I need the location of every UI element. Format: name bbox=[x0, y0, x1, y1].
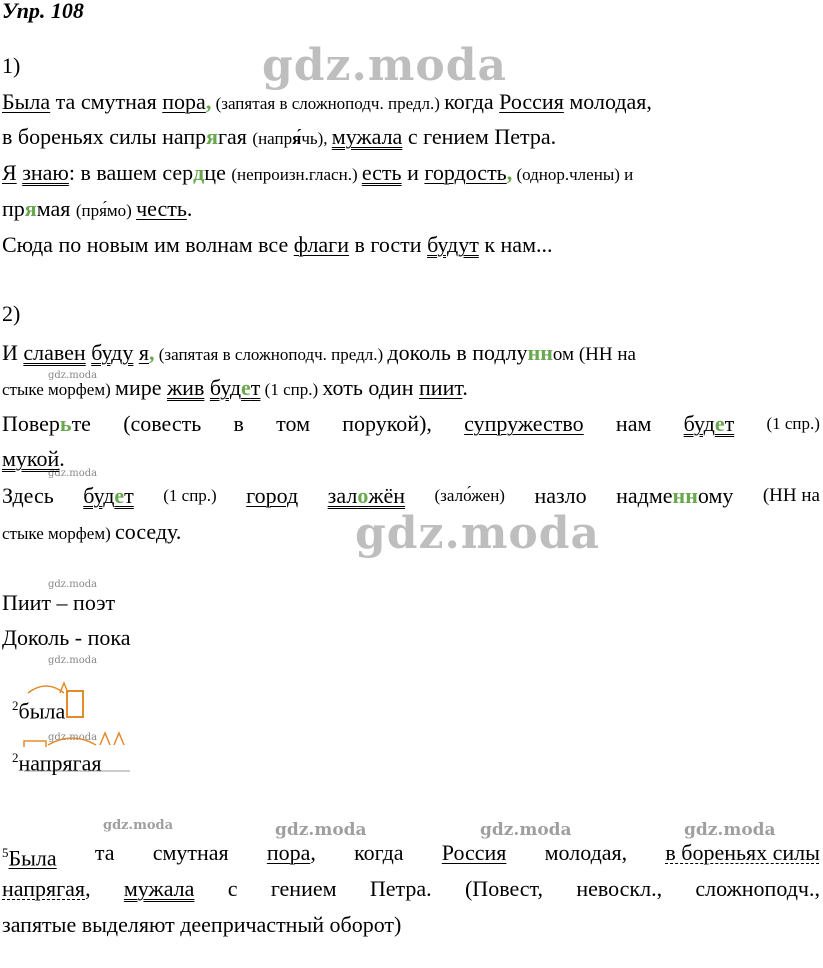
watermark: gdz.moda bbox=[48, 370, 98, 381]
text: доколь в подлу bbox=[387, 340, 528, 365]
word: Поверьте bbox=[2, 411, 91, 436]
letter-highlight: нн bbox=[527, 340, 553, 365]
word: нам bbox=[615, 411, 652, 436]
subject: флаги bbox=[293, 232, 349, 257]
subject: пора bbox=[266, 840, 311, 865]
watermark: gdz.moda bbox=[355, 508, 601, 559]
text: мире bbox=[115, 375, 167, 400]
word: когда bbox=[354, 840, 404, 865]
part2-line5 bbox=[2, 483, 820, 509]
letter-highlight: д bbox=[193, 160, 205, 185]
watermark: gdz.moda bbox=[684, 820, 776, 840]
superscript: 5 bbox=[2, 845, 9, 860]
part1-line2 bbox=[2, 124, 556, 152]
predicate: заложён bbox=[327, 483, 406, 508]
watermark: gdz.moda bbox=[48, 468, 98, 479]
watermark: gdz.moda bbox=[275, 820, 367, 840]
note: (1 спр.) bbox=[260, 380, 323, 399]
letter-highlight: я bbox=[24, 196, 37, 221]
analysis-line1: $^5$Была та смутная пора, когда Россия молодая, в бореньях силы bbox=[2, 840, 820, 871]
letter-highlight: о bbox=[357, 483, 369, 508]
word: надменному bbox=[616, 483, 734, 508]
comma-highlight: , bbox=[506, 160, 513, 185]
text: с гением Петра. bbox=[402, 124, 557, 149]
note: (однор.члены) и bbox=[512, 165, 634, 184]
note: (зало́жен) bbox=[434, 486, 505, 505]
subject: честь bbox=[136, 196, 187, 221]
text: в гости bbox=[348, 232, 428, 257]
text: молодая, bbox=[563, 89, 652, 114]
morph-word-1 bbox=[12, 693, 65, 724]
text: . bbox=[59, 446, 65, 471]
word: (Повест, bbox=[464, 876, 543, 901]
text: и bbox=[401, 160, 425, 185]
watermark: gdz.moda bbox=[103, 818, 174, 833]
part1-label: 1) bbox=[2, 53, 21, 78]
note: (запятая в сложноподч. предл.) bbox=[211, 94, 445, 113]
note: (пря́мо) bbox=[75, 201, 137, 220]
comma-highlight: , bbox=[149, 340, 155, 365]
part2-line1 bbox=[2, 340, 636, 368]
word: Петра. bbox=[369, 876, 432, 901]
stem: напрягая bbox=[18, 750, 102, 776]
text: И bbox=[2, 340, 24, 365]
letter-highlight: е bbox=[714, 411, 725, 436]
predicate: мужала bbox=[331, 124, 403, 149]
predicate: буду bbox=[91, 340, 134, 365]
note: стыке морфем) bbox=[2, 524, 116, 543]
note: стыке морфем) bbox=[2, 380, 116, 399]
subject: я bbox=[138, 340, 149, 365]
letter-highlight: нн bbox=[672, 483, 698, 508]
part2-label: 2) bbox=[2, 301, 21, 326]
analysis-line2: напрягая, мужала с гением Петра. (Повест, невоскл., сложноподч., bbox=[2, 876, 820, 901]
note: (непроизн.гласн.) bbox=[231, 165, 362, 184]
predicate: славен bbox=[23, 340, 86, 365]
predicate: будут bbox=[427, 232, 479, 257]
subject: Россия bbox=[441, 840, 507, 865]
watermark: gdz.moda bbox=[48, 732, 98, 743]
word: гением bbox=[270, 876, 337, 901]
text: : в вашем сер bbox=[68, 160, 194, 185]
subject: пиит bbox=[419, 375, 463, 400]
part2-line6 bbox=[2, 519, 181, 547]
subject: Была bbox=[8, 845, 57, 871]
participle-phrase: в бореньях силы bbox=[665, 840, 820, 865]
ending: а bbox=[55, 698, 66, 724]
subject: супружество bbox=[464, 411, 584, 436]
part2-line2 bbox=[2, 375, 468, 403]
letter-highlight: е bbox=[114, 483, 125, 508]
text: к нам... bbox=[478, 232, 553, 257]
text: когда bbox=[444, 89, 500, 114]
word: в bbox=[233, 411, 244, 436]
note: чь), bbox=[301, 129, 332, 148]
part2-line4 bbox=[2, 446, 65, 472]
text: в бореньях силы напр bbox=[2, 124, 207, 149]
word: молодая, bbox=[544, 840, 628, 865]
watermark: gdz.moda bbox=[480, 820, 572, 840]
note: (1 спр.) bbox=[163, 486, 217, 505]
predicate: знаю bbox=[22, 160, 69, 185]
subject: Была bbox=[2, 89, 51, 114]
predicate: мукой bbox=[2, 446, 60, 471]
superscript: 2 bbox=[12, 698, 19, 713]
word: с bbox=[227, 876, 238, 901]
participle-phrase: напрягая bbox=[2, 876, 86, 901]
stem: был bbox=[18, 698, 56, 724]
note: (НН на bbox=[762, 485, 820, 506]
morph-word-2 bbox=[12, 745, 102, 776]
subject: Россия bbox=[499, 89, 564, 114]
text: мая bbox=[36, 196, 76, 221]
note: (1 спр.) bbox=[766, 414, 820, 433]
comma-highlight: , bbox=[205, 89, 212, 114]
exercise-title: Упр. 108 bbox=[2, 0, 84, 23]
text: буд bbox=[209, 375, 242, 400]
word: (совесть bbox=[123, 411, 202, 436]
part1-line3 bbox=[2, 160, 633, 188]
subject: Я bbox=[2, 160, 17, 185]
part1-line5 bbox=[2, 232, 553, 258]
note: (запятая в сложноподч. предл.) bbox=[154, 345, 388, 364]
subject: гордость bbox=[424, 160, 507, 185]
letter-highlight: я bbox=[206, 124, 218, 149]
text: . bbox=[175, 519, 182, 544]
text: Сюда по новым им волнам все bbox=[2, 232, 294, 257]
analysis-line3: запятые выделяют деепричастный оборот) bbox=[2, 912, 402, 937]
predicate: жив bbox=[166, 375, 205, 400]
word: смутная bbox=[152, 840, 229, 865]
glossary-item: Пиит – поэт bbox=[2, 590, 116, 615]
superscript: 2 bbox=[12, 750, 19, 765]
watermark: gdz.moda bbox=[48, 655, 98, 666]
word: том bbox=[276, 411, 310, 436]
part1-line4 bbox=[2, 196, 192, 224]
word: порукой), bbox=[342, 411, 432, 436]
text: . bbox=[462, 375, 468, 400]
word: сложноподч., bbox=[695, 876, 820, 901]
watermark: gdz.moda bbox=[48, 579, 98, 590]
letter-highlight: е bbox=[241, 375, 251, 400]
note: я́ bbox=[292, 129, 302, 148]
subject: город bbox=[246, 483, 299, 508]
text: соседу bbox=[115, 519, 176, 544]
text: це bbox=[204, 160, 232, 185]
word: Здесь bbox=[2, 483, 54, 508]
glossary-item: Доколь - пока bbox=[2, 625, 131, 650]
word: невоскл., bbox=[576, 876, 663, 901]
predicate: будет bbox=[683, 411, 735, 436]
part1-line1 bbox=[2, 89, 652, 117]
word: та bbox=[94, 840, 115, 865]
note: ом (НН на bbox=[552, 344, 636, 365]
predicate: мужала bbox=[123, 876, 195, 901]
text: та смутная bbox=[50, 89, 163, 114]
text: хоть один bbox=[322, 375, 420, 400]
text: пр bbox=[2, 196, 25, 221]
text: т bbox=[250, 375, 261, 400]
watermark: gdz.moda bbox=[262, 40, 508, 91]
text: . bbox=[186, 196, 193, 221]
predicate bbox=[210, 375, 261, 400]
part2-line3 bbox=[2, 411, 820, 437]
note: (напр bbox=[252, 129, 293, 148]
word: назло bbox=[534, 483, 587, 508]
subject: пора bbox=[162, 89, 206, 114]
letter-highlight: ь bbox=[59, 411, 72, 436]
predicate: есть bbox=[361, 160, 402, 185]
text: гая bbox=[218, 124, 253, 149]
predicate: будет bbox=[83, 483, 134, 508]
